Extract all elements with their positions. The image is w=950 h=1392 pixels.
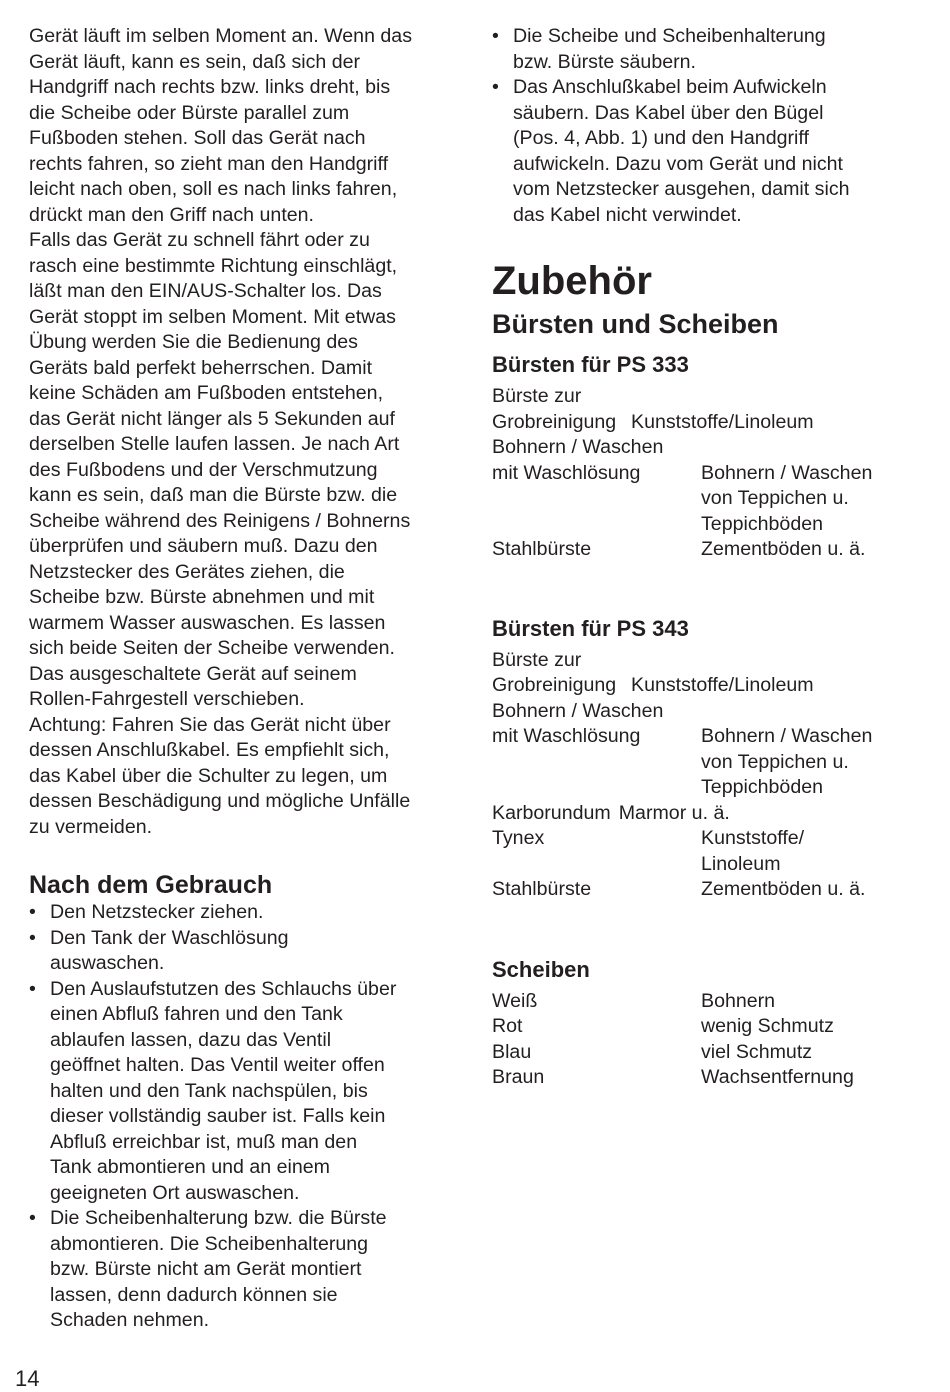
page-number: 14: [15, 1366, 40, 1391]
table-row: mit Waschlösung Bohnern / Waschen von Teppichen u. Teppichböden: [492, 725, 873, 798]
list-item: • Den Netzstecker ziehen.: [29, 900, 459, 926]
list-item: • Den Auslaufstutzen des Schlauchs über einen Abfluß fahren und den Tank ablaufen lassen, dazu das Ventil geöffnet halten. Das Ventil weiter offen halten und den Tank nachspülen, bis dieser vollständig sauber ist. Falls kein Abfluß erreichbar ist, muß man den Tank abmontieren und an einem geeigneten Ort auswaschen.: [29, 977, 397, 1204]
list-item: • Das Anschlußkabel beim Aufwickeln säubern. Das Kabel über den Bügel (Pos. 4, Abb. 1) und den Handgriff aufwickeln. Dazu vom Gerät und nicht vom Netzstecker ausgehen, damit sich das Kabel nicht verwindet.: [492, 76, 850, 226]
brush-desc: Bürste zur: [492, 648, 582, 671]
table-row: Tynex Kunststoffe/ Linoleum: [492, 827, 805, 875]
discs-heading: Scheiben: [492, 956, 590, 982]
right-column: [492, 24, 912, 1091]
after-use-heading: Nach dem Gebrauch: [29, 871, 273, 899]
bullet-icon: •: [492, 76, 499, 98]
table-row: Braun Wachsentfernung: [492, 1066, 854, 1088]
intro-paragraph: Gerät läuft im selben Moment an. Wenn das Gerät läuft, kann es sein, daß sich der Handgriff nach rechts bzw. links dreht, bis die Scheibe oder Bürste parallel zum Fußboden stehen. Soll das Gerät nach rechts fahren, so zieht man den Handgriff leicht nach oben, soll es nach links fahren, drückt man den Griff nach unten. Falls das Gerät zu schnell fährt oder zu rasch eine bestimmte Richtung einschlägt, läßt man den EIN/AUS-Schalter los. Das Gerät stoppt im selben Moment. Mit etwas Übung werden Sie die Bedienung des Geräts bald perfekt beherrschen. Damit keine Schäden am Fußboden entstehen, das Gerät nicht länger als 5 Sekunden auf derselben Stelle laufen lassen. Je nach Art des Fußbodens und der Verschmutzung kann es sein, daß man die Bürste bzw. die Scheibe während des Reinigens / Bohnerns überprüfen und säubern muß. Dazu den Netzstecker des Gerätes ziehen, die Scheibe bzw. Bürste abnehmen und mit warmem Wasser auswaschen. Es lassen sich beide Seiten der Scheibe verwenden. Das ausgeschaltete Gerät auf seinem Rollen-Fahrgestell verschieben. Achtung: Fahren Sie das Gerät nicht über dessen Anschlußkabel. Es empfiehlt sich, das Kabel über die Schulter zu legen, um dessen Beschädigung und mögliche Unfälle zu vermeiden.: [29, 25, 412, 838]
after-use-list: [29, 900, 459, 1334]
table-row: Weiß Bohnern: [492, 989, 776, 1012]
brush-desc: Bohnern / Waschen: [492, 699, 664, 722]
table-row: Rot wenig Schmutz: [492, 1015, 834, 1037]
brush-desc: Bohnern / Waschen: [492, 436, 664, 458]
accessories-title: Zubehör: [492, 259, 652, 303]
left-column: [29, 24, 459, 1334]
list-item: • Die Scheibenhalterung bzw. die Bürste abmontieren. Die Scheibenhalterung bzw. Bürste nicht am Gerät montiert lassen, denn dadurch können sie Schaden nehmen.: [29, 1207, 387, 1331]
table-row: Stahlbürste Zementböden u. ä.: [492, 878, 866, 900]
table-row: Stahlbürste Zementböden u. ä.: [492, 538, 866, 560]
table-row: Grobreinigung Kunststoffe/Linoleum: [492, 410, 814, 433]
list-item: • Den Tank der Waschlösung auswaschen.: [29, 926, 289, 974]
bullet-icon: •: [29, 1207, 36, 1229]
bullet-icon: •: [492, 25, 499, 47]
brush-desc: Bürste zur: [492, 385, 582, 407]
cleaning-list: [492, 24, 912, 228]
ps333-table: [492, 384, 912, 563]
bullet-icon: •: [29, 977, 36, 1000]
ps333-heading: Bürsten für PS 333: [492, 352, 689, 377]
list-item: • Die Scheibe und Scheibenhalterung bzw. Bürste säubern.: [492, 25, 826, 73]
bullet-icon: •: [29, 901, 36, 923]
brushes-discs-title: Bürsten und Scheiben: [492, 309, 779, 339]
table-row: Karborundum Marmor u. ä.: [492, 801, 730, 824]
bullet-icon: •: [29, 926, 36, 949]
table-row: Blau viel Schmutz: [492, 1040, 813, 1063]
ps343-heading: Bürsten für PS 343: [492, 615, 689, 641]
table-row: mit Waschlösung Bohnern / Waschen von Teppichen u. Teppichböden: [492, 461, 873, 535]
table-row: Grobreinigung Kunststoffe/Linoleum: [492, 674, 814, 696]
discs-table: [492, 989, 912, 1091]
ps343-table: [492, 648, 912, 903]
